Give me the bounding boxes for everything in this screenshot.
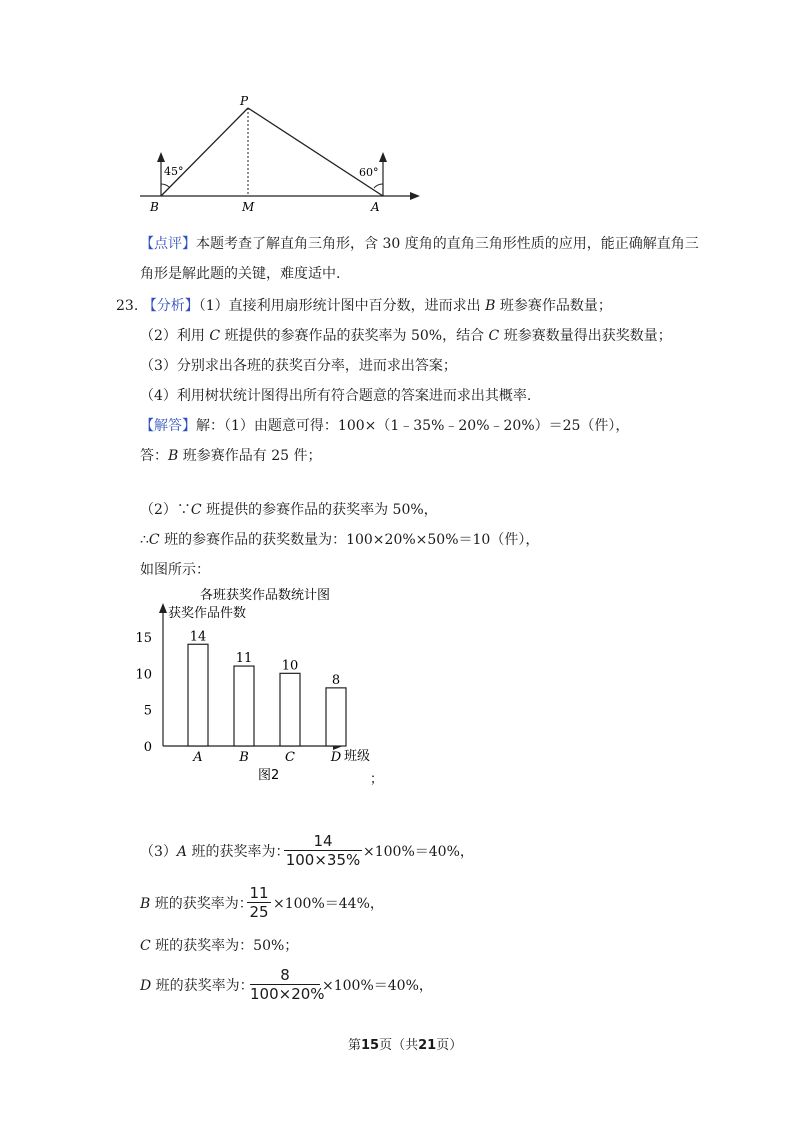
part3-b-result	[273, 894, 384, 914]
chart-caption: 图2	[258, 768, 280, 783]
answer-text: 如图所示：	[140, 562, 210, 578]
fraction-d	[250, 966, 325, 1003]
analysis-line-3	[140, 356, 457, 376]
comment-text-2: 角形是解此题的关键，难度适中.	[140, 266, 341, 282]
data-label-c: 10	[281, 658, 299, 674]
fraction-d-numerator: 8	[280, 966, 290, 984]
answer-text: 班提供的参赛作品的获奖率为 50%，	[201, 502, 438, 518]
ground-arrow	[410, 192, 420, 200]
comment-line-2	[140, 264, 340, 284]
fraction-a-denominator: 100×35%	[285, 851, 361, 869]
answer-text: （2）∵	[140, 502, 191, 518]
answer-text: 班的获奖率为：50%；	[150, 938, 299, 954]
chart-title: 各班获奖作品数统计图	[200, 588, 331, 603]
bar-b	[234, 666, 254, 746]
fraction-b-denominator: 25	[249, 903, 269, 921]
analysis-text: （1）直接利用扇形统计图中百分数，进而求出	[198, 298, 486, 314]
fraction-b	[247, 884, 271, 921]
answer-line-3	[140, 500, 438, 520]
var-d: D	[140, 978, 152, 994]
chart-trailing-punct: ；	[370, 772, 384, 787]
label-m: M	[242, 200, 255, 214]
comment-line-1	[140, 234, 699, 254]
part3-a-result	[363, 842, 474, 862]
chart-ylabel: 获奖作品件数	[168, 606, 247, 621]
label-p: P	[240, 94, 249, 108]
part3-b-line	[140, 894, 253, 914]
y-tick-label: 15	[135, 631, 152, 646]
fraction-d-denominator: 100×20%	[250, 985, 325, 1003]
y-tick-label: 10	[135, 667, 152, 683]
vertical-b-arrow	[157, 152, 165, 162]
answer-line-1	[140, 416, 629, 436]
problem-number: 23.	[116, 298, 139, 314]
chart-marks	[135, 629, 346, 765]
chart-xlabel: 班级	[344, 749, 371, 764]
analysis-line-2	[140, 326, 672, 346]
analysis-line-4	[140, 386, 531, 406]
answer-text: 班的参赛作品的获奖数量为：100×20%×50%＝10（件），	[159, 532, 540, 548]
var-c: C	[209, 328, 221, 344]
answer-text: ×100%＝40%，	[363, 844, 474, 860]
answer-text: 解：（1）由题意可得：100×（1﹣35%﹣20%﹣20%）＝25（件），	[196, 418, 630, 434]
answer-text: （3）	[140, 844, 177, 860]
category-label-b: B	[239, 750, 249, 765]
label-a: A	[371, 200, 380, 214]
analysis-text: （2）利用	[140, 328, 210, 344]
var-b: B	[140, 896, 151, 912]
segment-pa	[248, 108, 383, 196]
fraction-b-numerator: 11	[249, 884, 269, 902]
category-label-d: D	[330, 750, 342, 765]
part3-d-result	[322, 976, 433, 996]
answer-text: ∴	[140, 532, 149, 548]
var-c: C	[148, 532, 160, 548]
angle-arc-a	[374, 184, 383, 188]
answer-line-4	[140, 530, 539, 550]
comment-tag: 【点评】	[140, 236, 196, 252]
data-label-a: 14	[189, 629, 207, 645]
bar-d	[326, 688, 346, 746]
answer-text: ×100%＝44%，	[273, 896, 384, 912]
part3-a-line	[140, 842, 290, 862]
geometry-figure	[130, 90, 430, 215]
comment-text-1: 本题考查了解直角三角形，含 30 度角的直角三角形性质的应用，能正确解直角三	[196, 236, 699, 252]
bar-chart	[130, 585, 390, 790]
fraction-a	[284, 832, 362, 869]
category-label-a: A	[193, 750, 203, 765]
answer-text: 班的获奖率为：	[187, 844, 290, 860]
answer-text: 班参赛作品有 25 件；	[178, 448, 322, 464]
analysis-line-1	[116, 296, 612, 316]
data-label-d: 8	[331, 672, 341, 688]
answer-text: 班的获奖率为：	[150, 896, 253, 912]
var-c: C	[140, 938, 151, 954]
var-b: B	[168, 448, 179, 464]
part3-c-line	[140, 936, 298, 956]
analysis-text: （3）分别求出各班的获奖百分率，进而求出答案；	[140, 358, 457, 374]
footer-page-number: 15	[361, 1038, 380, 1053]
var-c: C	[190, 502, 202, 518]
answer-tag: 【解答】	[140, 418, 196, 434]
answer-line-5	[140, 560, 210, 580]
var-c: C	[488, 328, 500, 344]
y-tick-label: 5	[143, 703, 152, 719]
answer-text: 班的获奖率为：	[151, 978, 254, 994]
var-a: A	[176, 844, 188, 860]
angle-arc-b	[161, 184, 169, 187]
page-footer	[348, 1036, 462, 1056]
footer-total-pages: 21	[418, 1038, 437, 1053]
y-axis-arrow	[159, 603, 167, 613]
segment-bp	[161, 108, 248, 196]
label-b: B	[150, 200, 159, 214]
fraction-a-numerator: 14	[313, 832, 333, 850]
analysis-text: （4）利用树状统计图得出所有符合题意的答案进而求出其概率.	[140, 388, 532, 404]
answer-line-2	[140, 446, 321, 466]
part3-d-line	[140, 976, 254, 996]
answer-text: ×100%＝40%，	[322, 978, 433, 994]
footer-text: 第	[348, 1038, 362, 1053]
label-angle-a: 60°	[359, 166, 379, 179]
analysis-text: 班参赛作品数量；	[495, 298, 612, 314]
footer-text: 页）	[436, 1038, 463, 1053]
bar-a	[188, 644, 208, 746]
category-label-c: C	[285, 750, 295, 765]
y-tick-label: 0	[143, 740, 152, 755]
bar-c	[280, 673, 300, 746]
footer-text: 页（共	[379, 1038, 419, 1053]
vertical-a-arrow	[379, 152, 387, 162]
analysis-tag: 【分析】	[142, 298, 199, 314]
analysis-text: 班参赛数量得出获奖数量；	[499, 328, 672, 344]
answer-text: 答：	[140, 448, 168, 464]
data-label-b: 11	[235, 651, 253, 667]
label-angle-b: 45°	[164, 165, 184, 178]
analysis-text: 班提供的参赛作品的获奖率为 50%，结合	[220, 328, 489, 344]
var-b: B	[485, 298, 496, 314]
